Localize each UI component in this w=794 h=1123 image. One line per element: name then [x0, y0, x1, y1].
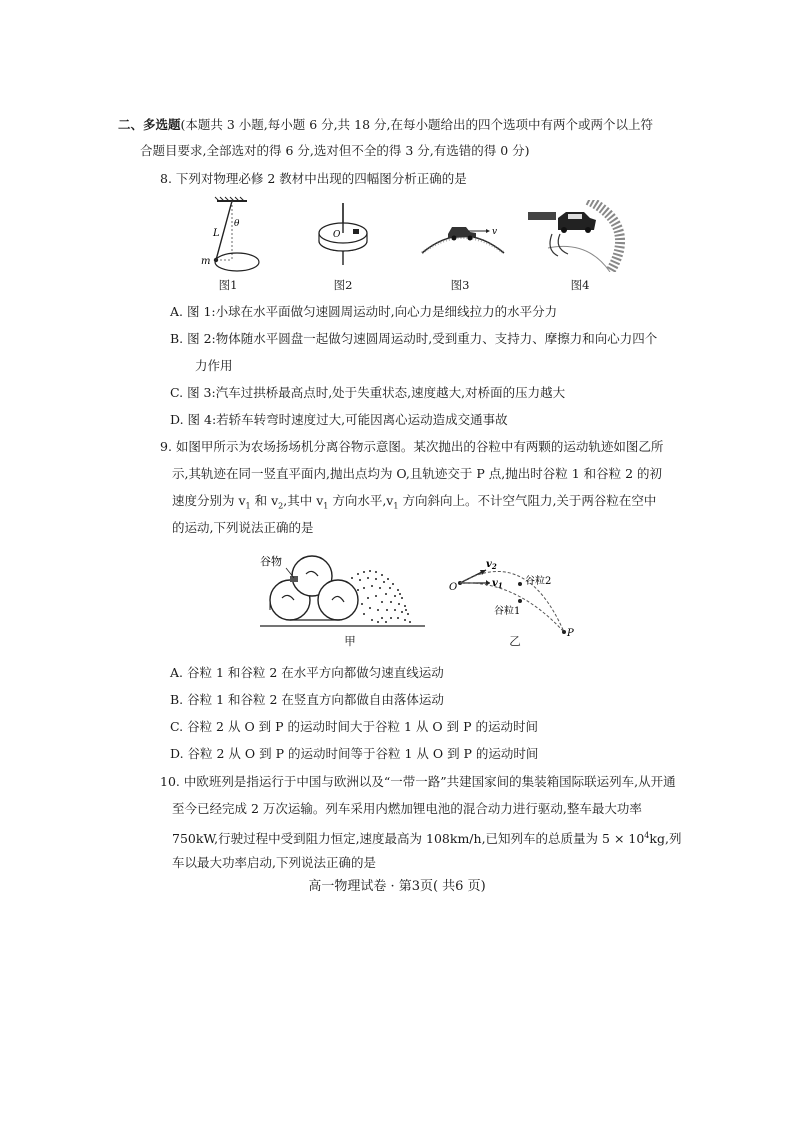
q9-figure-right — [446, 550, 586, 642]
q10-line-1: 10. 中欧班列是指运行于中国与欧洲以及“一带一路”共建国家间的集装箱国际联运列车,从开通 — [160, 774, 676, 789]
q9-option-d: D. 谷粒 2 从 O 到 P 的运动时间等于谷粒 1 从 O 到 P 的运动时间 — [170, 746, 539, 761]
q8-option-d: D. 图 4:若轿车转弯时速度过大,可能因离心运动造成交通事故 — [170, 412, 508, 427]
q8-caption-1: 图1 — [218, 278, 238, 292]
q9-stem-1: 9. 如图甲所示为农场扬场机分离谷物示意图。某次抛出的谷粒中有两颗的运动轨迹如图乙所 — [160, 439, 664, 454]
q9-option-c: C. 谷粒 2 从 O 到 P 的运动时间大于谷粒 1 从 O 到 P 的运动时间 — [170, 719, 538, 734]
grain-1-label: 谷粒1 — [494, 606, 521, 617]
q9-caption-right: 乙 — [509, 634, 521, 648]
grain-2-label: 谷粒2 — [525, 576, 552, 587]
q8-figure-3 — [418, 213, 508, 263]
section-intro-1: (本题共 3 小题,每小题 6 分,共 18 分,在每小题给出的四个选项中有两个或两个以上符 — [180, 117, 653, 132]
label-m: m — [201, 256, 211, 267]
q8-caption-3: 图3 — [450, 278, 470, 292]
q9-caption-left: 甲 — [344, 634, 356, 648]
label-L: L — [213, 228, 220, 239]
q8-option-b-2: 力作用 — [195, 358, 233, 373]
q9-stem-2: 示,其轨迹在同一竖直平面内,抛出点均为 O,且轨迹交于 P 点,抛出时谷粒 1 和谷粒 2 的初 — [172, 466, 663, 481]
label-v2: $v_2$ — [486, 559, 497, 571]
section-heading: 二、多选题 — [118, 117, 181, 132]
q9-figure-left — [260, 548, 425, 630]
q10-line-2: 至今已经完成 2 万次运输。列车采用内燃加锂电池的混合动力进行驱动,整车最大功率 — [172, 801, 642, 816]
q8-stem: 8. 下列对物理必修 2 教材中出现的四幅图分析正确的是 — [160, 171, 467, 186]
point-P: P — [567, 628, 574, 639]
label-v1: $v_1$ — [492, 578, 503, 590]
q9-option-a: A. 谷粒 1 和谷粒 2 在水平方向都做匀速直线运动 — [170, 665, 444, 680]
section-intro-2: 合题目要求,全部选对的得 6 分,选对但不全的得 3 分,有选错的得 0 分) — [140, 143, 530, 158]
section-header — [118, 117, 653, 133]
point-O: O — [449, 582, 458, 593]
q8-caption-4: 图4 — [570, 278, 590, 292]
q10-line-4: 车以最大功率启动,下列说法正确的是 — [172, 855, 376, 870]
label-theta: θ — [234, 219, 240, 229]
q8-caption-2: 图2 — [333, 278, 353, 292]
page-footer: 高一物理试卷 · 第3页( 共6 页) — [308, 879, 486, 894]
q8-option-c: C. 图 3:汽车过拱桥最高点时,处于失重状态,速度越大,对桥面的压力越大 — [170, 385, 566, 400]
q9-option-b: B. 谷粒 1 和谷粒 2 在竖直方向都做自由落体运动 — [170, 692, 444, 707]
label-O: O — [333, 230, 341, 240]
label-v: v — [492, 227, 498, 237]
q8-figure-1 — [195, 196, 275, 276]
q8-option-a: A. 图 1:小球在水平面做匀速圆周运动时,向心力是细线拉力的水平分力 — [170, 304, 558, 319]
q9-stem-4: 的运动,下列说法正确的是 — [172, 520, 314, 535]
q8-figure-4 — [528, 200, 640, 272]
grain-label: 谷物 — [260, 555, 282, 568]
q8-figure-2 — [313, 203, 373, 265]
q10-line-3: 750kW,行驶过程中受到阻力恒定,速度最高为 108km/h,已知列车的总质量为 $5 \times 10^4kg$,列 — [172, 831, 682, 847]
q8-option-b-1: B. 图 2:物体随水平圆盘一起做匀速圆周运动时,受到重力、支持力、摩擦力和向心力四个 — [170, 331, 658, 346]
q9-stem-3: 速度分别为 $v_1$ 和 $v_2$,其中 $v_1$ 方向水平$,v_1$ 方向斜向上。不计空气阻力,关于两谷粒在空中 — [172, 493, 657, 511]
